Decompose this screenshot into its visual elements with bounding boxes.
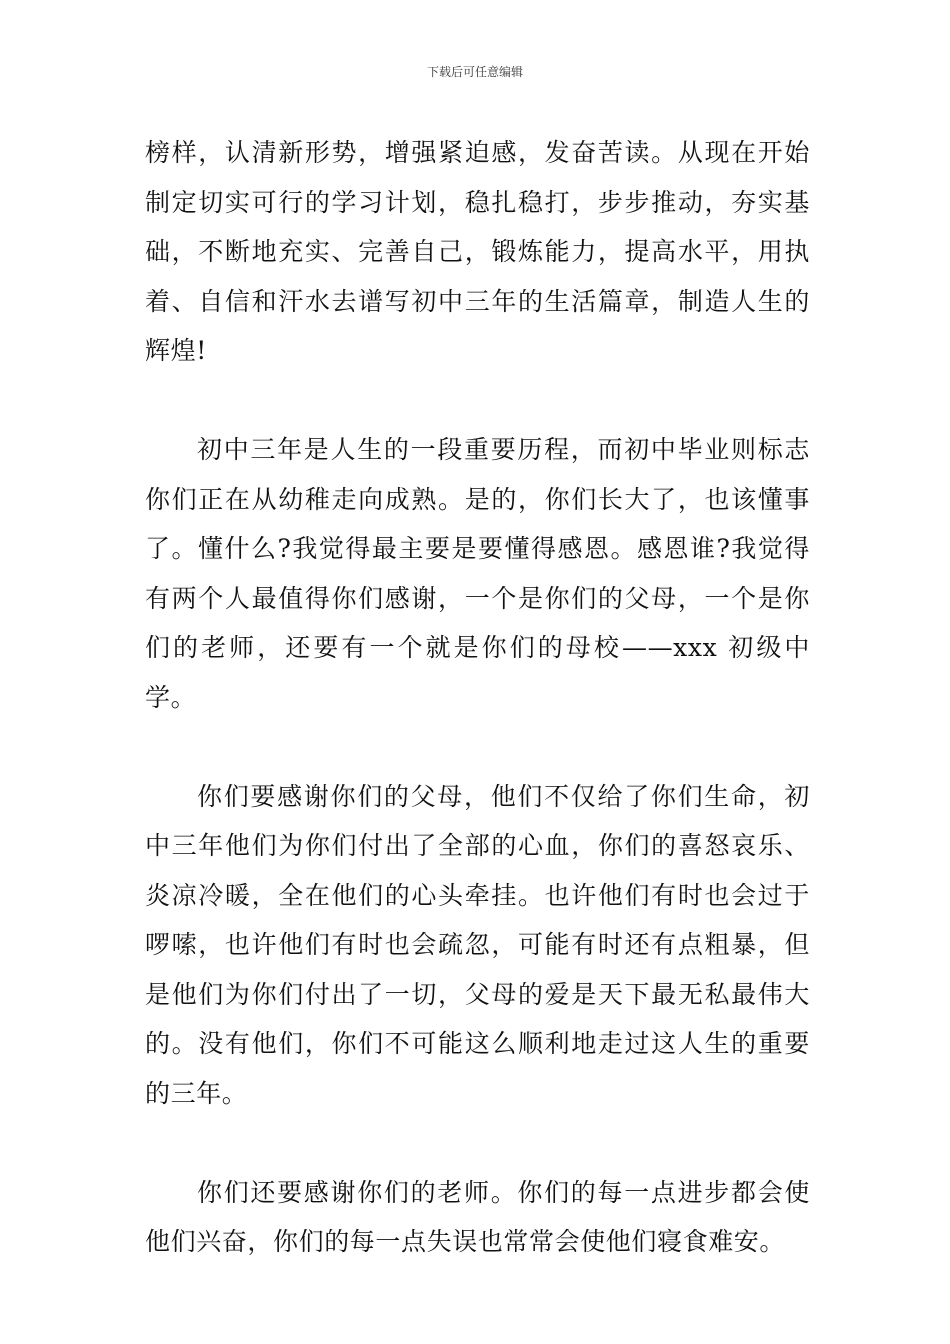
paragraph-gap xyxy=(145,1118,810,1168)
paragraph-2: 初中三年是人生的一段重要历程，而初中毕业则标志你们正在从幼稚走向成熟。是的，你们长大了，也该懂事了。懂什么?我觉得最主要是要懂得感恩。感恩谁?我觉得有两个人最值得你们感谢，一个是你们的父母，一个是你们的老师，还要有一个就是你们的母校——xxx 初级中学。 xyxy=(145,435,810,712)
document-body xyxy=(145,128,810,1267)
paragraph-4: 你们还要感谢你们的老师。你们的每一点进步都会使他们兴奋，你们的每一点失误也常常会使他们寝食难安。 xyxy=(145,1177,810,1256)
paragraph-gap xyxy=(145,376,810,426)
page-header: 下载后可任意编辑 xyxy=(426,65,523,79)
paragraph-1: 榜样，认清新形势，增强紧迫感，发奋苦读。从现在开始制定切实可行的学习计划，稳扎稳打，步步推动，夯实基础，不断地充实、完善自己，锻炼能力，提高水平，用执着、自信和汗水去谱写初中三年的生活篇章，制造人生的辉煌! xyxy=(145,138,810,365)
paragraph-3: 你们要感谢你们的父母，他们不仅给了你们生命，初中三年他们为你们付出了全部的心血，你们的喜怒哀乐、炎凉冷暖，全在他们的心头牵挂。也许他们有时也会过于啰嗦，也许他们有时也会疏忽，可能有时还有点粗暴，但是他们为你们付出了一切，父母的爱是天下最无私最伟大的。没有他们，你们不可能这么顺利地走过这人生的重要的三年。 xyxy=(145,781,810,1108)
paragraph-gap xyxy=(145,722,810,772)
